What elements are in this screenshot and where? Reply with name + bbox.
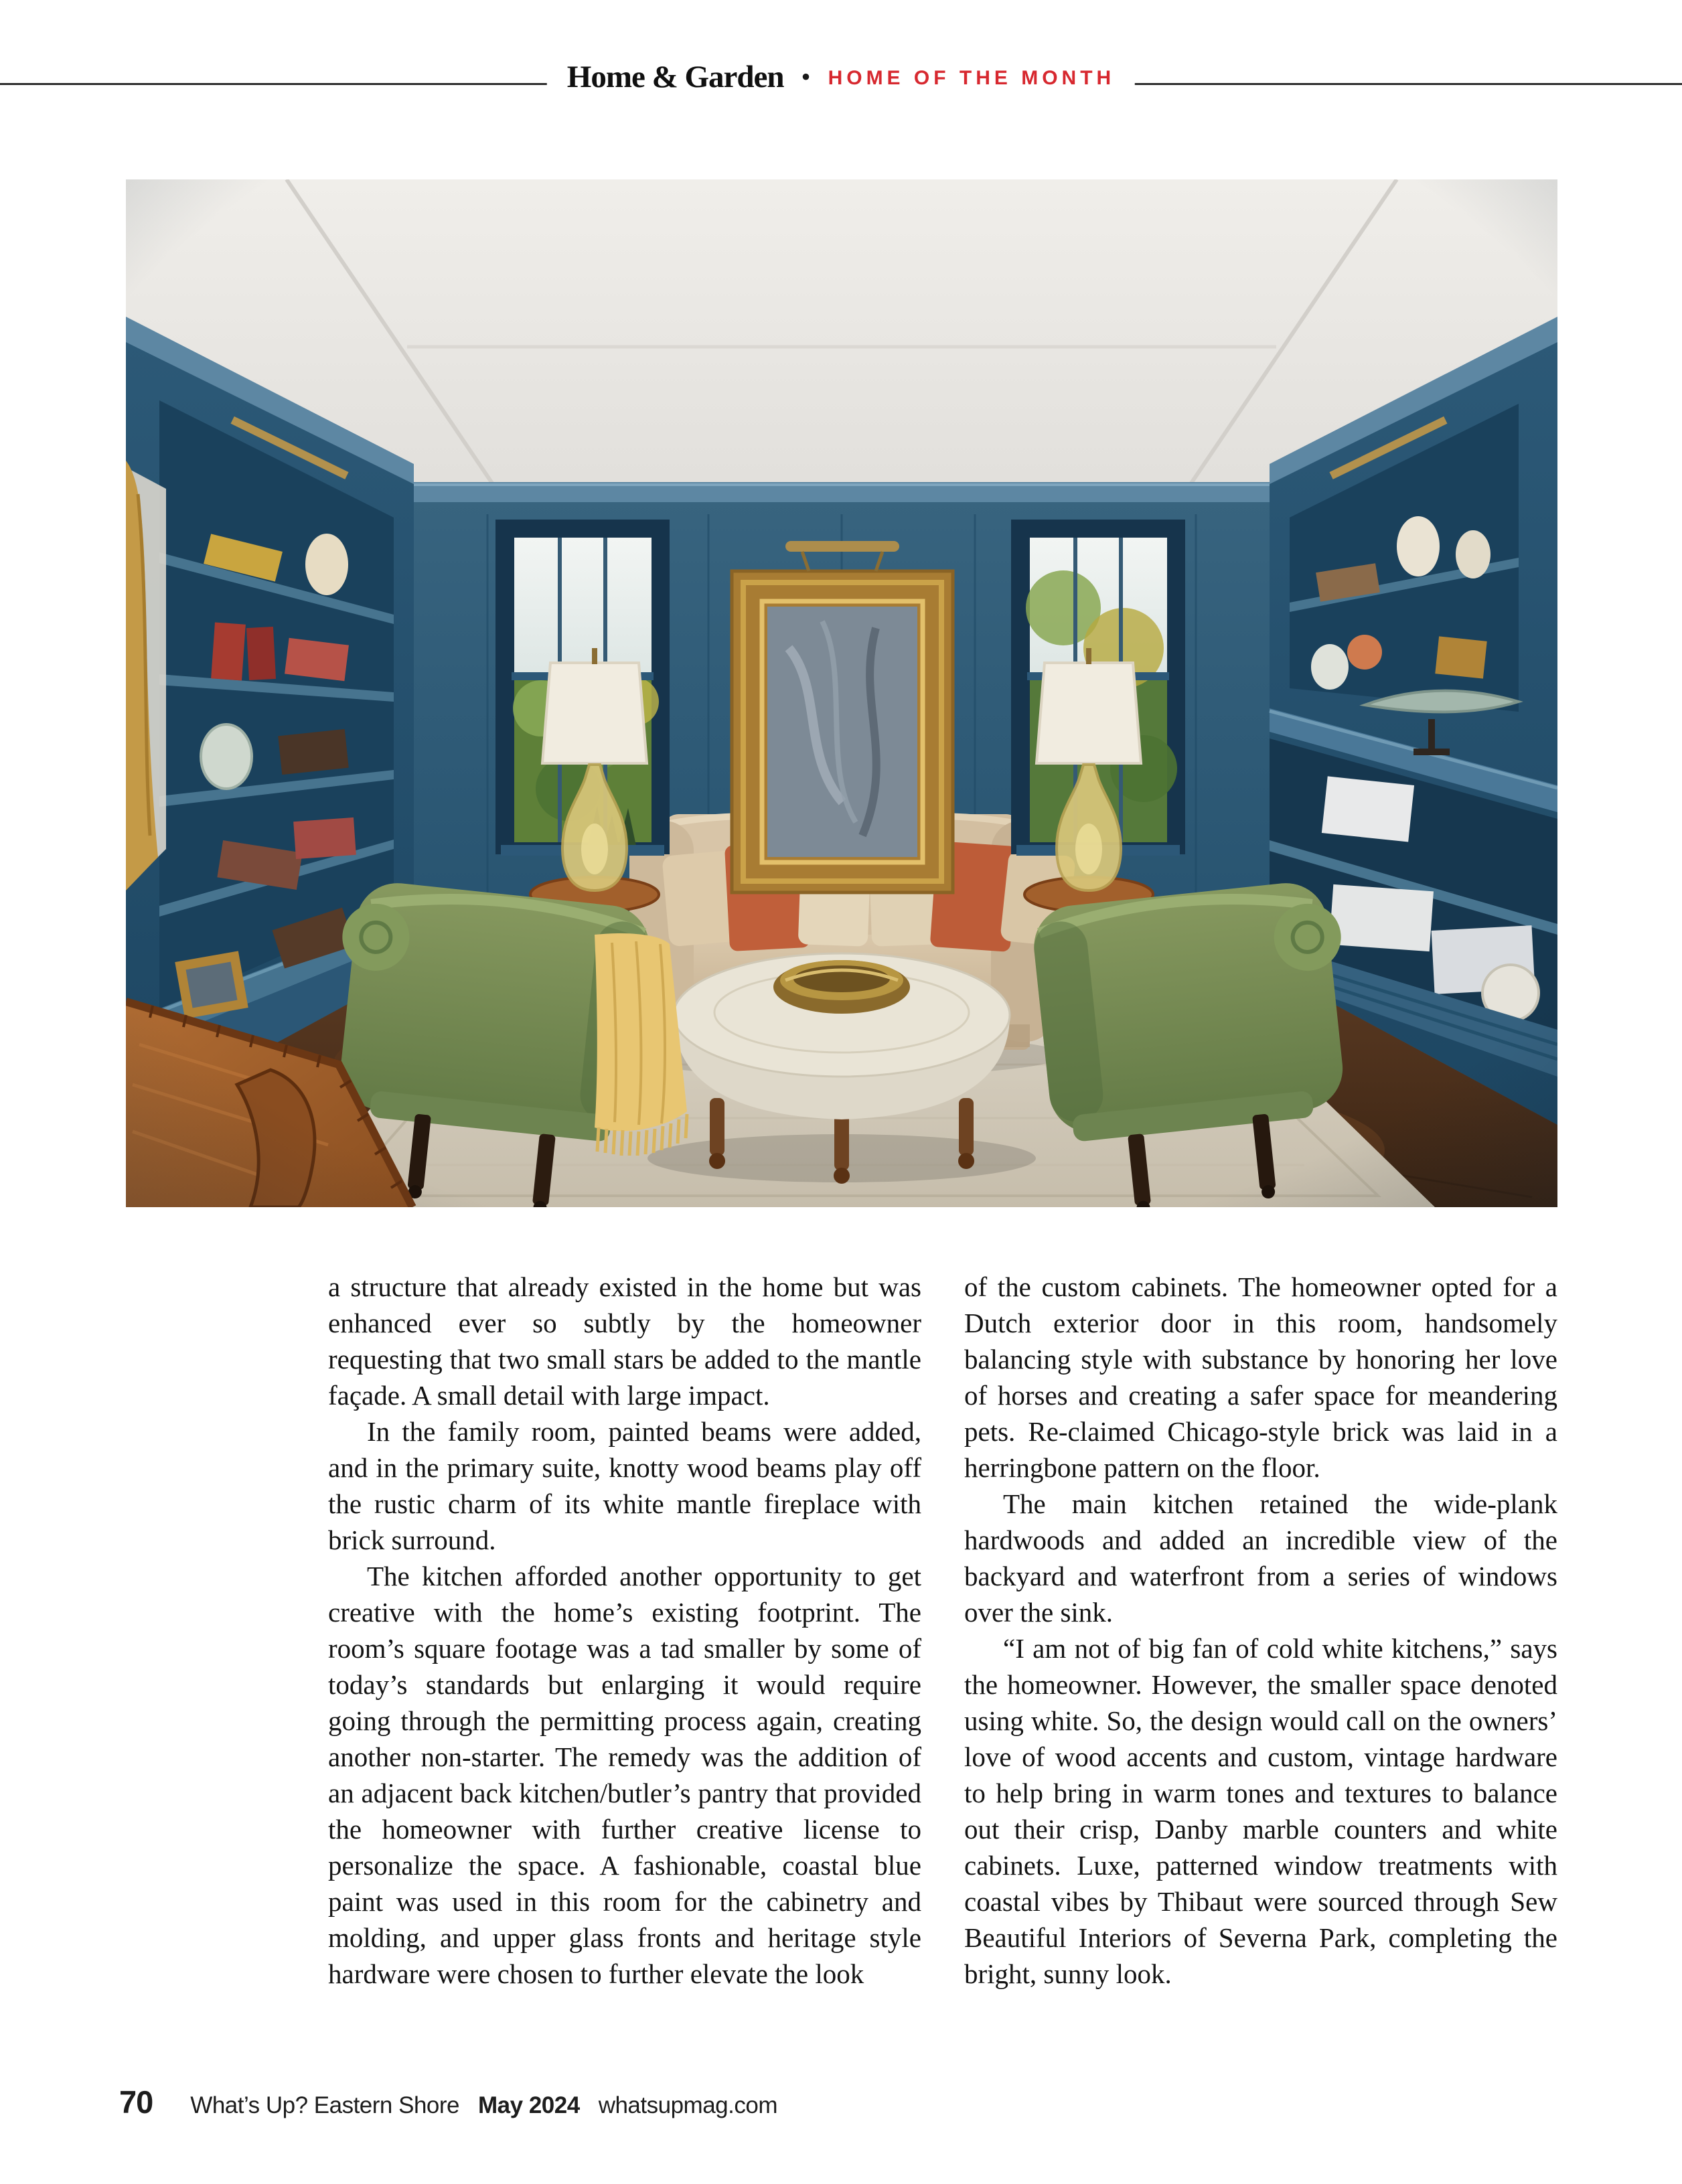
- page-number: 70: [119, 2084, 153, 2120]
- magazine-name: What’s Up? Eastern Shore: [190, 2092, 460, 2118]
- issue-date: May 2024: [478, 2092, 580, 2118]
- paragraph: The main kitchen retained the wide-plank hardwoods and added an incredible view of the backyard and waterfront from a series of windows over the sink.: [964, 1488, 1557, 1628]
- paragraph: a structure that already existed in the home but was enhanced ever so subtly by the homeowner requesting that two small stars be added to the mantle façade. A small detail with large impact.: [328, 1271, 921, 1411]
- section-title: Home & Garden: [566, 60, 784, 94]
- website-url: whatsupmag.com: [598, 2092, 777, 2118]
- living-room-photo: [126, 179, 1557, 1207]
- paragraph: “I am not of big fan of cold white kitchens,” says the homeowner. However, the smaller space denoted using white. So, the design would call on the owners’ love of wood accents and custom, vintage hardware to help bring in warm tones and textures to balance out their crisp, Danby marble counters and white cabinets. Luxe, patterned window treatments with coastal vibes by Thibaut were sourced through Sew Beautiful Interiors of Severna Park, completing the bright, sunny look.: [964, 1633, 1557, 1989]
- photo-vignette: [126, 179, 1557, 1207]
- page-footer: [119, 2084, 777, 2120]
- page-header: [547, 59, 1135, 95]
- header-rule-left: [0, 83, 564, 85]
- paragraph: of the custom cabinets. The homeowner opted for a Dutch exterior door in this room, handsomely balancing style with substance by honoring her love of horses and creating a safer space for meandering pets. Re-claimed Chicago-style brick was laid in a herringbone pattern on the floor.: [964, 1271, 1557, 1483]
- header-bullet: •: [801, 62, 811, 92]
- article-column-right: [964, 1269, 1557, 1992]
- article-column-left: [328, 1269, 921, 1992]
- living-room-illustration: [126, 179, 1557, 1207]
- feature-title: HOME OF THE MONTH: [828, 67, 1116, 89]
- paragraph: The kitchen afforded another opportunity to get creative with the home’s existing footprint. The room’s square footage was a tad smaller by some of today’s standards but enlarging it would require going through the permitting process again, creating another non-starter. The remedy was the addition of an adjacent back kitchen/butler’s pantry that provided the homeowner with further creative license to personalize the space. A fashionable, coastal blue paint was used in this room for the cabinetry and molding, and upper glass fronts and heritage style hardware were chosen to further elevate the look: [328, 1561, 921, 1989]
- paragraph: In the family room, painted beams were added, and in the primary suite, knotty wood beams play off the rustic charm of its white mantle fireplace with brick surround.: [328, 1416, 921, 1555]
- header-rule-right: [1118, 83, 1682, 85]
